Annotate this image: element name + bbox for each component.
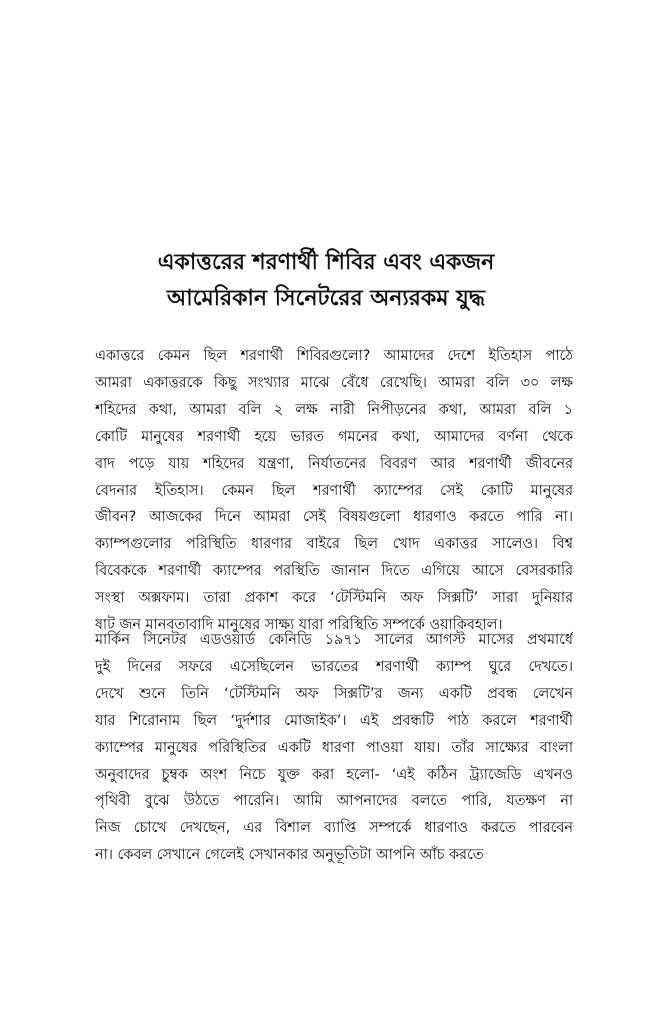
text-line: একাত্তরে কেমন ছিল শরণার্থী শিবিরগুলো? আমাদের দেশে ইতিহাস পাঠে [95, 348, 573, 364]
text-line: বাদ পড়ে যায় শহিদের যন্ত্রণা, নির্যাতনের বিবরণ আর শরণার্থী জীবনের [95, 455, 573, 472]
text-line: জীবন? আজকের দিনে আমরা সেই বিষয়গুলো ধারণাও করতে পারি না। [95, 509, 573, 526]
chapter-title [60, 245, 592, 317]
text-line: বিবেককে শরণার্থী ক্যাম্পের পরস্থিতি জানান দিতে এগিয়ে আসে বেসরকারি [95, 563, 573, 580]
body-paragraph-1 [95, 343, 573, 639]
text-line: ক্যাম্পগুলোর পরিস্থিতি ধারণার বাইরে ছিল খোদ একাত্তর সালেও। বিশ্ব [95, 536, 573, 553]
text-line: ক্যাম্পের মানুষের পরিস্থিতির একটি ধারণা পাওয়া যায়। তাঁর সাক্ষ্যের বাংলা [95, 739, 573, 756]
text-line: অনুবাদের চুম্বক অংশ নিচে যুক্ত করা হলো- ‘এই কঠিন ট্র্যাজেডি এখনও [95, 766, 573, 783]
text-line: নিজ চোখে দেখছেন, এর বিশাল ব্যাপ্তি সম্পর্কে ধারণাও করতে পারবেন [95, 820, 573, 837]
chapter-title-line-2: আমেরিকান সিনেটরের অন্যরকম যুদ্ধ [167, 286, 485, 311]
text-line: যার শিরোনাম ছিল ‘দুর্দশার মোজাইক’। এই প্রবন্ধটি পাঠ করলে শরণার্থী [95, 712, 573, 729]
text-line: মার্কিন সিনেটর এডওয়ার্ড কেনিডি ১৯৭১ সালের আগস্ট মাসের প্রথমার্ধে [95, 632, 573, 648]
text-line: দেখে শুনে তিনি ‘টেস্টিমনি অফ সিক্সটি’র জন্য একটি প্রবন্ধ লেখেন [95, 685, 573, 702]
text-line: দুই দিনের সফরে এসেছিলেন ভারতের শরণার্থী ক্যাম্প ঘুরে দেখতে। [95, 658, 573, 675]
chapter-title-line-1: একাত্তরের শরণার্থী শিবির এবং একজন [157, 250, 495, 275]
text-line: আমরা একাত্তরকে কিছু সংখ্যার মাঝে বেঁধে রেখেছি। আমরা বলি ৩০ লক্ষ [95, 374, 573, 391]
text-line: পৃথিবী বুঝে উঠতে পারেনি। আমি আপনাদের বলতে পারি, যতক্ষণ না [95, 793, 573, 810]
text-line: ষাট জন মানবতাবাদি মানুষের সাক্ষ্য যারা পরিস্থিতি সম্পর্কে ওয়াকিবহাল। [95, 617, 503, 634]
text-line: কোটি মানুষের শরণার্থী হয়ে ভারত গমনের কথা, আমাদের বর্ণনা থেকে [95, 428, 573, 445]
text-line: সংস্থা অক্সফাম। তারা প্রকাশ করে ‘টেস্টিমনি অফ সিক্সটি’ সারা দুনিয়ার [95, 590, 573, 607]
text-line: শহিদের কথা, আমরা বলি ২ লক্ষ নারী নিপীড়নের কথা, আমরা বলি ১ [95, 401, 573, 418]
body-paragraph-2 [95, 627, 573, 869]
text-line: বেদনার ইতিহাস। কেমন ছিল শরণার্থী ক্যাম্পের সেই কোটি মানুষের [95, 482, 573, 499]
text-line: না। কেবল সেখানে গেলেই সেখানকার অনুভূতিটা আপনি আঁচ করতে [95, 847, 484, 864]
